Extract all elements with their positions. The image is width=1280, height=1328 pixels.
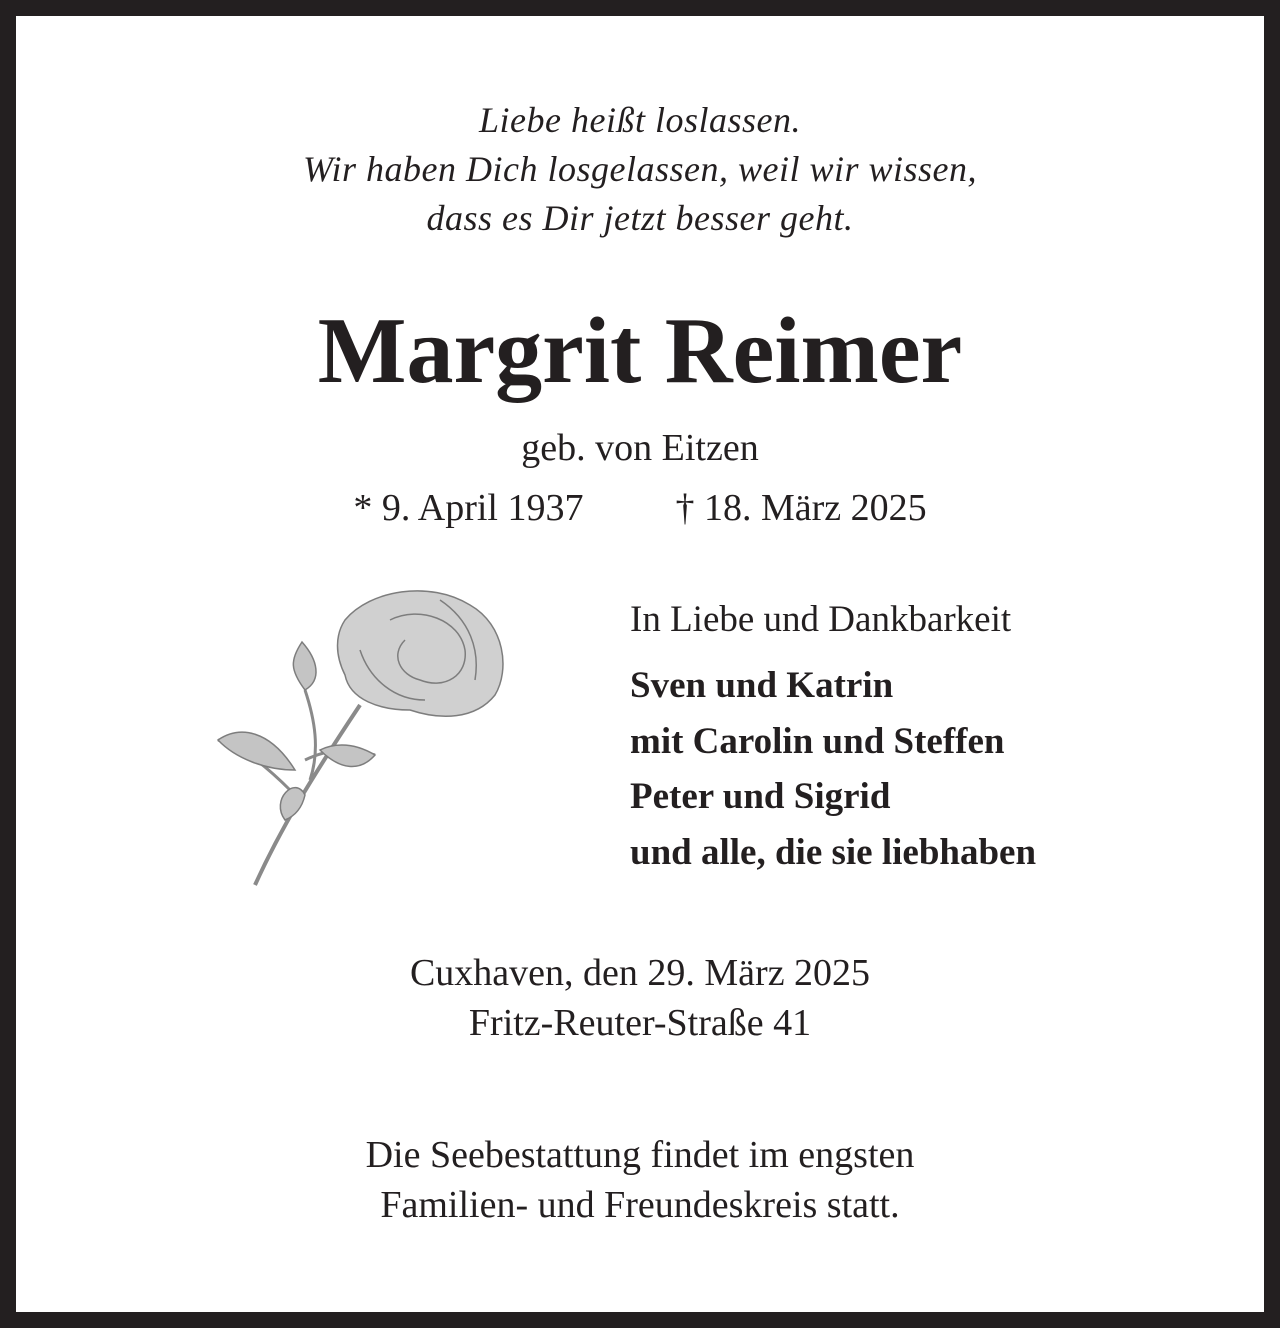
- note-line: Die Seebestattung findet im engsten: [365, 1134, 915, 1176]
- quote-line: Liebe heißt loslassen.: [479, 100, 801, 140]
- deceased-name: Margrit Reimer: [317, 299, 963, 403]
- quote-line: dass es Dir jetzt besser geht.: [426, 198, 854, 238]
- life-dates: [0, 484, 1280, 532]
- place-and-address: [0, 948, 1280, 1048]
- family-line: und alle, die sie liebhaben: [630, 831, 1037, 873]
- quote: [0, 96, 1280, 243]
- rose-icon: [210, 580, 520, 890]
- death-date: † 18. März 2025: [675, 487, 927, 529]
- family-line: Sven und Katrin: [630, 665, 894, 706]
- dedication: In Liebe und Dankbarkeit: [630, 599, 1012, 640]
- family-line: mit Carolin und Steffen: [630, 720, 1005, 762]
- family-line: Peter und Sigrid: [630, 776, 891, 817]
- quote-line: Wir haben Dich losgelassen, weil wir wissen,: [303, 149, 977, 189]
- funeral-note: [0, 1130, 1280, 1230]
- place-date: Cuxhaven, den 29. März 2025: [409, 952, 871, 994]
- birth-date: * 9. April 1937: [353, 487, 584, 529]
- maiden-name: geb. von Eitzen: [521, 427, 759, 469]
- note-line: Familien- und Freundeskreis statt.: [380, 1184, 900, 1226]
- address: Fritz-Reuter-Straße 41: [468, 1002, 812, 1044]
- family-list: [630, 658, 1036, 880]
